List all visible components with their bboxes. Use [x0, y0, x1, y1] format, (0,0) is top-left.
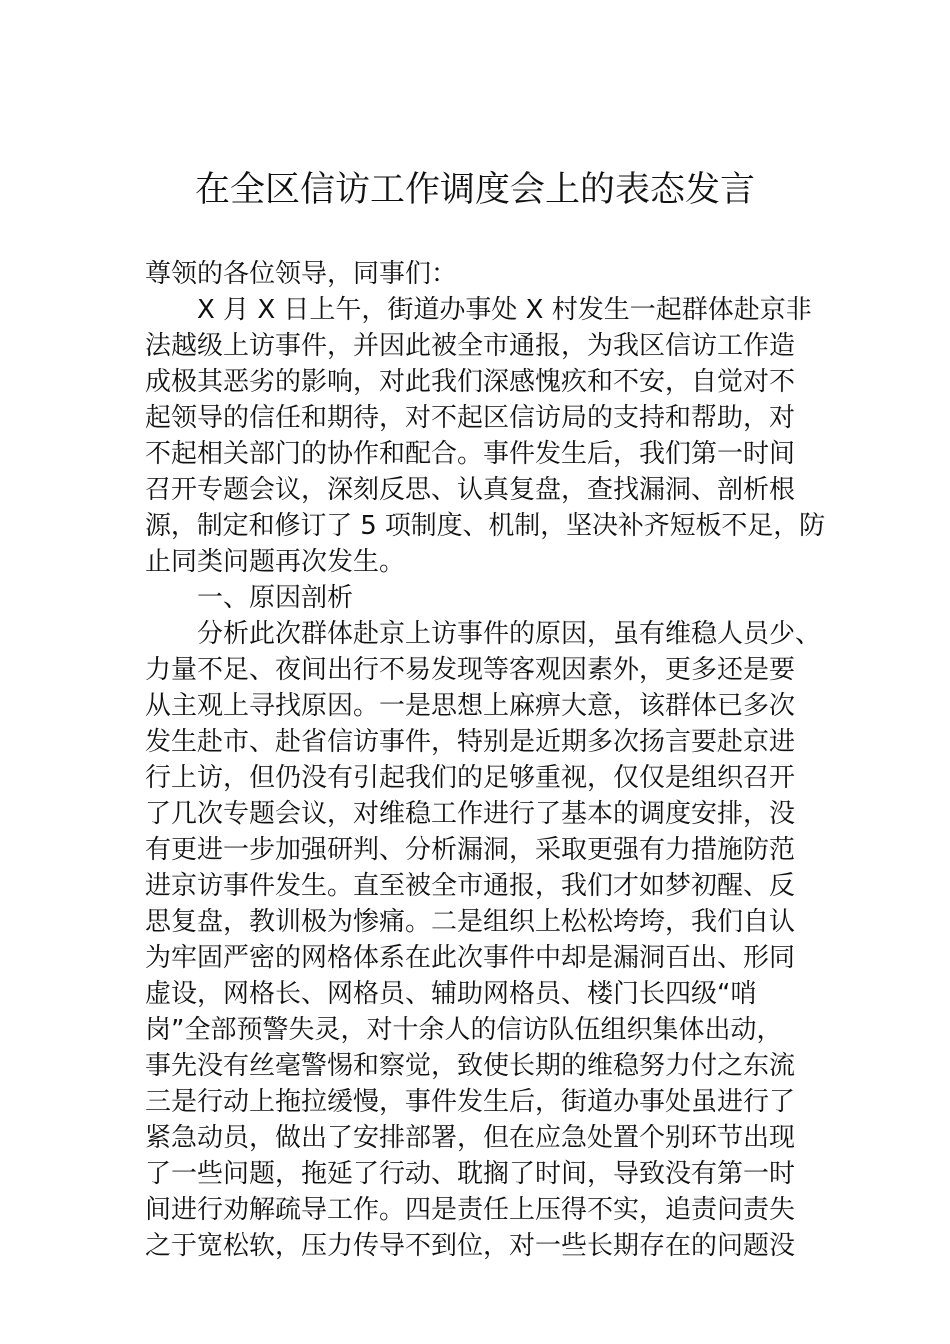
body-line: 源，制定和修订了 5 项制度、机制，坚决补齐短板不足，防 [145, 511, 825, 541]
body-line: 了一些问题，拖延了行动、耽搁了时间，导致没有第一时 [145, 1159, 796, 1189]
body-line: 间进行劝解疏导工作。四是责任上压得不实，追责问责失 [145, 1195, 796, 1225]
body-line: 思复盘，教训极为惨痛。二是组织上松松垮垮，我们自认 [145, 907, 796, 937]
body-line: 从主观上寻找原因。一是思想上麻痹大意，该群体已多次 [145, 691, 796, 721]
body-line: 召开专题会议，深刻反思、认真复盘，查找漏洞、剖析根 [145, 475, 796, 505]
body-line: 了几次专题会议，对维稳工作进行了基本的调度安排，没 [145, 799, 796, 829]
body-line: 一、原因剖析 [197, 583, 354, 613]
body-line: 事先没有丝毫警惕和察觉，致使长期的维稳努力付之东流 [145, 1051, 796, 1081]
body-line: 之于宽松软，压力传导不到位，对一些长期存在的问题没 [145, 1231, 796, 1261]
body-line: 止同类问题再次发生。 [145, 547, 406, 577]
body-line: 尊领的各位领导，同事们： [145, 259, 458, 289]
body-line: 三是行动上拖拉缓慢，事件发生后，街道办事处虽进行了 [145, 1087, 796, 1117]
body-line: 成极其恶劣的影响，对此我们深感愧疚和不安，自觉对不 [145, 367, 796, 397]
body-line: 发生赴市、赴省信访事件，特别是近期多次扬言要赴京进 [145, 727, 796, 757]
body-line: X 月 X 日上午，街道办事处 X 村发生一起群体赴京非 [197, 295, 812, 325]
body-line: 不起相关部门的协作和配合。事件发生后，我们第一时间 [145, 439, 796, 469]
body-line: 虚设，网格长、网格员、辅助网格员、楼门长四级“哨 [145, 979, 757, 1009]
body-line: 有更进一步加强研判、分析漏洞，采取更强有力措施防范 [145, 835, 796, 865]
body-line: 为牢固严密的网格体系在此次事件中却是漏洞百出、形同 [145, 943, 796, 973]
body-line: 进京访事件发生。直至被全市通报，我们才如梦初醒、反 [145, 871, 796, 901]
body-line: 力量不足、夜间出行不易发现等客观因素外，更多还是要 [145, 655, 796, 685]
body-line: 紧急动员，做出了安排部署，但在应急处置个别环节出现 [145, 1123, 796, 1153]
body-line: 行上访，但仍没有引起我们的足够重视，仅仅是组织召开 [145, 763, 796, 793]
body-line: 分析此次群体赴京上访事件的原因，虽有维稳人员少、 [197, 619, 822, 649]
document-body [145, 256, 825, 1264]
body-line: 法越级上访事件，并因此被全市通报，为我区信访工作造 [145, 331, 796, 361]
body-line: 起领导的信任和期待，对不起区信访局的支持和帮助，对 [145, 403, 796, 433]
document-title: 在全区信访工作调度会上的表态发言 [194, 170, 755, 210]
body-line: 岗”全部预警失灵，对十余人的信访队伍组织集体出动， [145, 1015, 783, 1045]
